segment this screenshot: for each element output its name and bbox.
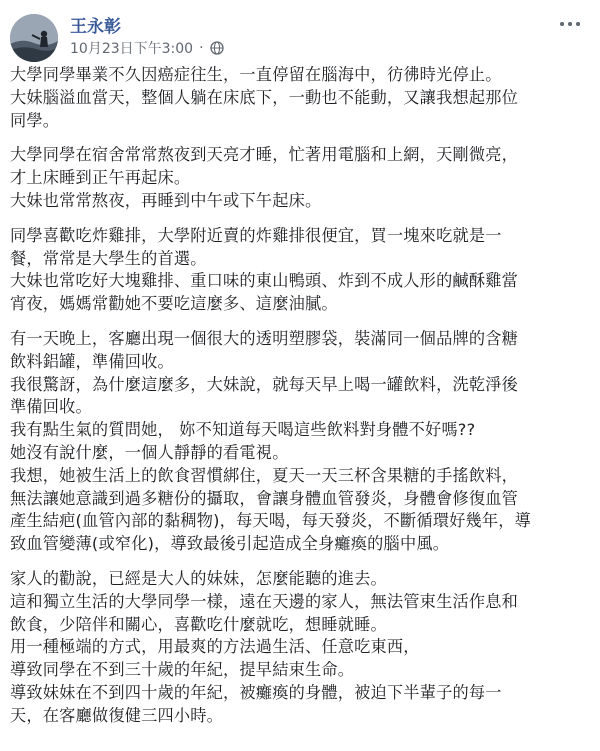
text-line: 這和獨立生活的大學同學一樣，遠在天邊的家人，無法管束生活作息和 [10,591,519,611]
more-options-icon[interactable] [558,14,582,34]
post-body [10,64,595,728]
globe-icon [210,41,224,55]
text-line: 大妹腦溢血當天，整個人躺在床底下，一動也不能動，又讓我想起那位 [10,87,519,107]
text-line: 大妹也常吃好大塊雞排、重口味的東山鴨頭、炸到不成人形的鹹酥雞當 [10,271,519,291]
text-line: 有一天晚上，客廳出現一個很大的透明塑膠袋，裝滿同一個品牌的含糖 [10,328,519,348]
text-line: 導致同學在不到三十歲的年紀，提早結束生命。 [10,660,355,680]
paragraph [10,225,595,316]
text-line: 宵夜，媽媽常勸她不要吃這麼多、這麼油膩。 [10,294,338,314]
paragraph [10,64,595,132]
text-line: 大妹也常常熬夜，再睡到中午或下午起床。 [10,190,322,210]
text-line: 我有點生氣的質問她， 妳不知道每天喝這些飲料對身體不好嗎?? [10,420,476,440]
text-line: 飲食，少陪伴和關心，喜歡吃什麼就吃，想睡就睡。 [10,614,387,634]
paragraph [10,568,595,728]
text-line: 用一種極端的方式，用最爽的方法過生活、任意吃東西， [10,637,420,657]
avatar[interactable] [10,14,58,62]
text-line: 準備回收。 [10,397,92,417]
post-meta [70,38,224,58]
text-line: 大學同學畢業不久因癌症往生，一直停留在腦海中，彷彿時光停止。 [10,65,502,84]
text-line: 她沒有說什麼，一個人靜靜的看電視。 [10,442,289,462]
text-line: 飲料鋁罐，準備回收。 [10,351,174,371]
avatar-photo [10,14,58,62]
text-line: 才上床睡到正午再起床。 [10,168,191,188]
paragraph [10,144,595,212]
text-line: 無法讓她意識到過多糖份的攝取，會讓身體血管發炎，身體會修復血管 [10,488,519,508]
separator-dot: · [199,40,204,56]
text-line: 致血管變薄(或窄化)，導致最後引起造成全身癱瘓的腦中風。 [10,534,450,554]
text-line: 家人的勸說，已經是大人的妹妹，怎麼能聽的進去。 [10,568,387,588]
text-line: 餐，常常是大學生的首選。 [10,248,207,268]
text-line: 產生結疤(血管內部的黏稠物)，每天喝，每天發炎，不斷循環好幾年，導 [10,511,532,531]
text-line: 大學同學在宿舍常常熬夜到天亮才睡，忙著用電腦和上網，天剛微亮， [10,145,519,165]
text-line: 同學。 [10,110,60,130]
text-line: 導致妹妹在不到四十歲的年紀，被癱瘓的身體，被迫下半輩子的每一 [10,682,502,702]
paragraph [10,328,595,556]
text-line: 同學喜歡吃炸雞排，大學附近賣的炸雞排很便宜，買一塊來吃就是一 [10,225,502,245]
author-name[interactable]: 王永彰 [70,17,121,37]
text-line: 我想，她被生活上的飲食習慣綁住，夏天一天三杯含果糖的手搖飲料， [10,465,519,485]
text-line: 我很驚訝，為什麼這麼多，大妹說，就每天早上喝一罐飲料，洗乾淨後 [10,374,519,394]
text-line: 天，在客廳做復健三四小時。 [10,705,224,725]
post-timestamp[interactable]: 10月23日下午3:00 [70,41,194,57]
